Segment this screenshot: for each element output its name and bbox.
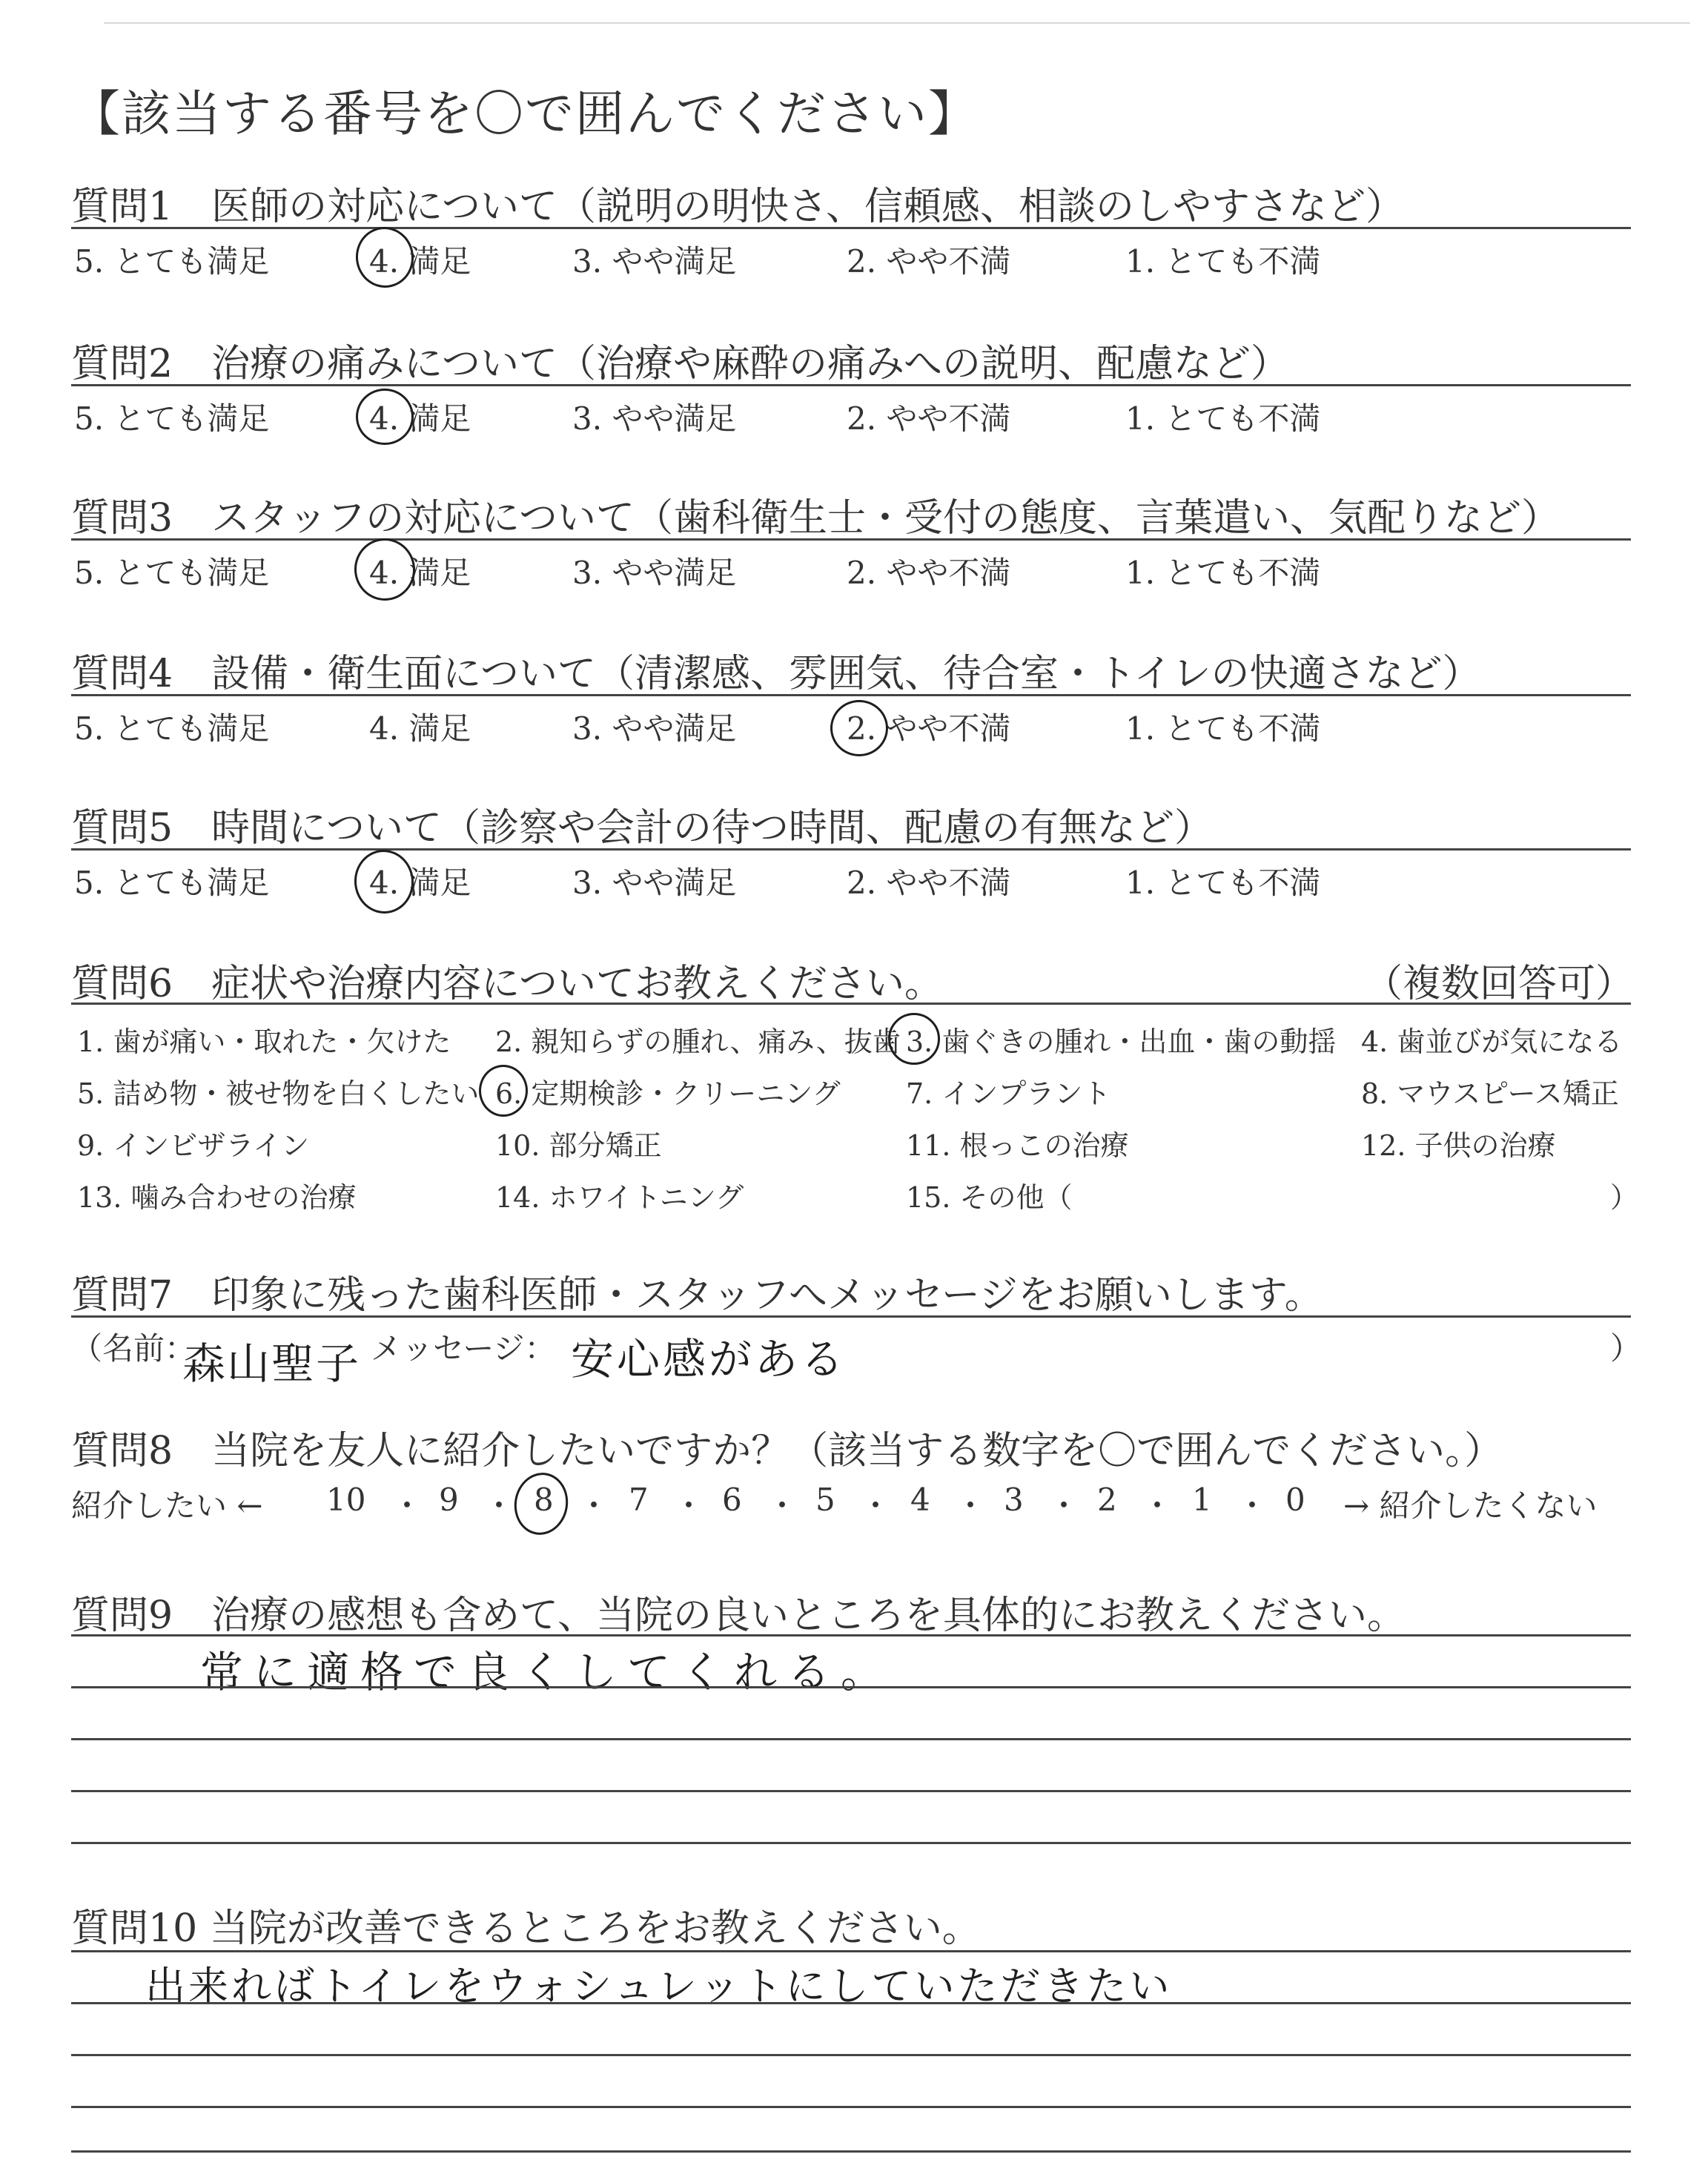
q8-sep: ・ [860,1487,892,1524]
q8-scale-6[interactable]: 6 [722,1482,742,1518]
q2-option-2[interactable]: 2. やや不満 [847,400,1011,437]
q9-line-2 [71,1686,1631,1688]
q9-line-3 [71,1738,1631,1740]
q1-option-5[interactable]: 5. とても満足 [74,243,270,280]
q6-option-13[interactable]: 13. 噛み合わせの治療 [77,1181,357,1214]
q6-note: （複数回答可） [1364,962,1635,1006]
q4-option-4[interactable]: 4. 満足 [369,710,471,747]
q3-option-4[interactable]: 4. 満足 [369,555,471,591]
q6-option-15[interactable]: 15. その他（ [906,1181,1073,1214]
q6-selection-circle-3 [888,1013,940,1065]
q2-option-5[interactable]: 5. とても満足 [74,400,270,437]
q2-option-4[interactable]: 4. 満足 [369,400,471,437]
q6-option-7[interactable]: 7. インプラント [906,1077,1111,1110]
q5-option-2[interactable]: 2. やや不満 [847,865,1011,901]
q5-rule [71,848,1631,851]
q6-option-5[interactable]: 5. 詰め物・被せ物を白くしたい [77,1077,480,1110]
q8-scale-5[interactable]: 5 [815,1482,835,1518]
q4-option-5[interactable]: 5. とても満足 [74,710,270,747]
q8-left-label: 紹介したい ← [71,1487,263,1524]
q8-sep: ・ [1142,1487,1174,1524]
q8-scale-8[interactable]: 8 [534,1482,554,1518]
q6-option-8[interactable]: 8. マウスピース矯正 [1361,1077,1619,1110]
q6-option-4[interactable]: 4. 歯並びが気になる [1361,1025,1623,1058]
q6-option-12[interactable]: 12. 子供の治療 [1361,1129,1556,1162]
q3-option-5[interactable]: 5. とても満足 [74,555,270,591]
q3-option-3[interactable]: 3. やや満足 [572,555,737,591]
q5-option-1[interactable]: 1. とても不満 [1125,865,1321,901]
q5-option-3[interactable]: 3. やや満足 [572,865,737,901]
q4-title: 質問4 設備・衛生面について（清潔感、雰囲気、待合室・トイレの快適さなど） [71,652,1481,696]
q1-option-3[interactable]: 3. やや満足 [572,243,737,280]
q3-title: 質問3 スタッフの対応について（歯科衛生士・受付の態度、言葉遣い、気配りなど） [71,496,1560,541]
q3-option-2[interactable]: 2. やや不満 [847,555,1011,591]
q9-title: 質問9 治療の感想も含めて、当院の良いところを具体的にお教えください。 [71,1593,1406,1638]
q7-close-paren: ） [1610,1330,1642,1367]
q8-sep: ・ [391,1487,423,1524]
q9-line-5 [71,1842,1631,1844]
q5-option-4[interactable]: 4. 満足 [369,865,471,901]
q8-sep: ・ [1237,1487,1268,1524]
q5-option-5[interactable]: 5. とても満足 [74,865,270,901]
q4-option-1[interactable]: 1. とても不満 [1125,710,1321,747]
q6-option-14[interactable]: 14. ホワイトニング [495,1181,744,1214]
q3-option-1[interactable]: 1. とても不満 [1125,555,1321,591]
q1-rule [71,227,1631,229]
q6-option-10[interactable]: 10. 部分矯正 [495,1129,662,1162]
q7-name-value[interactable]: 森山聖子 [182,1338,361,1389]
q8-sep: ・ [767,1487,798,1524]
q4-option-2[interactable]: 2. やや不満 [847,710,1011,747]
q6-title: 質問6 症状や治療内容についてお教えください。 [71,962,944,1006]
q4-option-3[interactable]: 3. やや満足 [572,710,737,747]
q5-title: 質問5 時間について（診察や会計の待つ時間、配慮の有無など） [71,806,1214,851]
q7-name-label: （名前： [71,1330,196,1367]
q8-scale-3[interactable]: 3 [1004,1482,1024,1518]
q6-rule [71,1003,1631,1005]
q7-message-value[interactable]: 安心感がある [571,1334,847,1384]
q10-line-5 [71,2150,1631,2153]
q10-line-1 [71,1950,1631,1952]
q8-sep: ・ [673,1487,705,1524]
q9-answer[interactable]: 常に適格で良くしてくれる。 [200,1647,895,1697]
q6-option-11[interactable]: 11. 根っこの治療 [906,1129,1129,1162]
q7-title: 質問7 印象に残った歯科医師・スタッフへメッセージをお願いします。 [71,1273,1323,1318]
q6-option-2[interactable]: 2. 親知らずの腫れ、痛み、抜歯 [495,1025,901,1058]
q8-sep: ・ [1048,1487,1080,1524]
q7-message-label: メッセージ： [371,1330,556,1367]
q8-scale-1[interactable]: 1 [1192,1482,1212,1518]
q10-line-3 [71,2054,1631,2056]
q8-sep: ・ [955,1487,987,1524]
page-header: 【該当する番号を〇で囲んでください】 [71,85,979,142]
q10-line-4 [71,2106,1631,2108]
q10-line-2 [71,2002,1631,2004]
q6-option-15-close: ） [1610,1181,1639,1214]
q6-selection-circle-6 [479,1065,528,1117]
q2-title: 質問2 治療の痛みについて（治療や麻酔の痛みへの説明、配慮など） [71,342,1290,386]
q1-option-4[interactable]: 4. 満足 [369,243,471,280]
q1-option-2[interactable]: 2. やや不満 [847,243,1011,280]
q7-rule [71,1315,1631,1318]
q6-option-6[interactable]: 6. 定期検診・クリーニング [495,1077,841,1110]
q8-scale-0[interactable]: 0 [1285,1482,1305,1518]
q2-option-3[interactable]: 3. やや満足 [572,400,737,437]
q8-title: 質問8 当院を友人に紹介したいですか？（該当する数字を〇で囲んでください。） [71,1429,1503,1473]
q8-selection-circle [509,1468,572,1539]
q2-rule [71,384,1631,386]
q2-selection-circle [356,389,414,445]
q3-rule [71,538,1631,541]
top-border [104,22,1690,24]
q9-line-1 [71,1634,1631,1636]
q1-option-1[interactable]: 1. とても不満 [1125,243,1321,280]
q3-selection-circle [351,535,418,604]
q4-rule [71,694,1631,696]
q8-scale-7[interactable]: 7 [629,1482,649,1518]
q4-selection-circle [830,700,888,756]
q6-option-1[interactable]: 1. 歯が痛い・取れた・欠けた [77,1025,451,1058]
q5-selection-circle [351,847,417,916]
q6-option-3[interactable]: 3. 歯ぐきの腫れ・出血・歯の動揺 [906,1025,1337,1058]
q8-right-label: → 紹介したくない [1343,1487,1598,1524]
q8-scale-9[interactable]: 9 [439,1482,459,1518]
q9-line-4 [71,1790,1631,1792]
q10-title: 質問10 当院が改善できるところをお教えください。 [71,1906,981,1951]
q8-scale-10[interactable]: 10 [326,1482,366,1518]
q2-option-1[interactable]: 1. とても不満 [1125,400,1321,437]
q8-sep: ・ [483,1487,515,1524]
q8-scale-2[interactable]: 2 [1097,1482,1117,1518]
q8-scale-4[interactable]: 4 [910,1482,930,1518]
q8-sep: ・ [578,1487,610,1524]
q6-option-9[interactable]: 9. インビザライン [77,1129,310,1162]
q10-answer[interactable]: 出来ればトイレをウォシュレットにしていただきたい [145,1963,1173,2009]
q1-title: 質問1 医師の対応について（説明の明快さ、信頼感、相談のしやすさなど） [71,185,1404,229]
